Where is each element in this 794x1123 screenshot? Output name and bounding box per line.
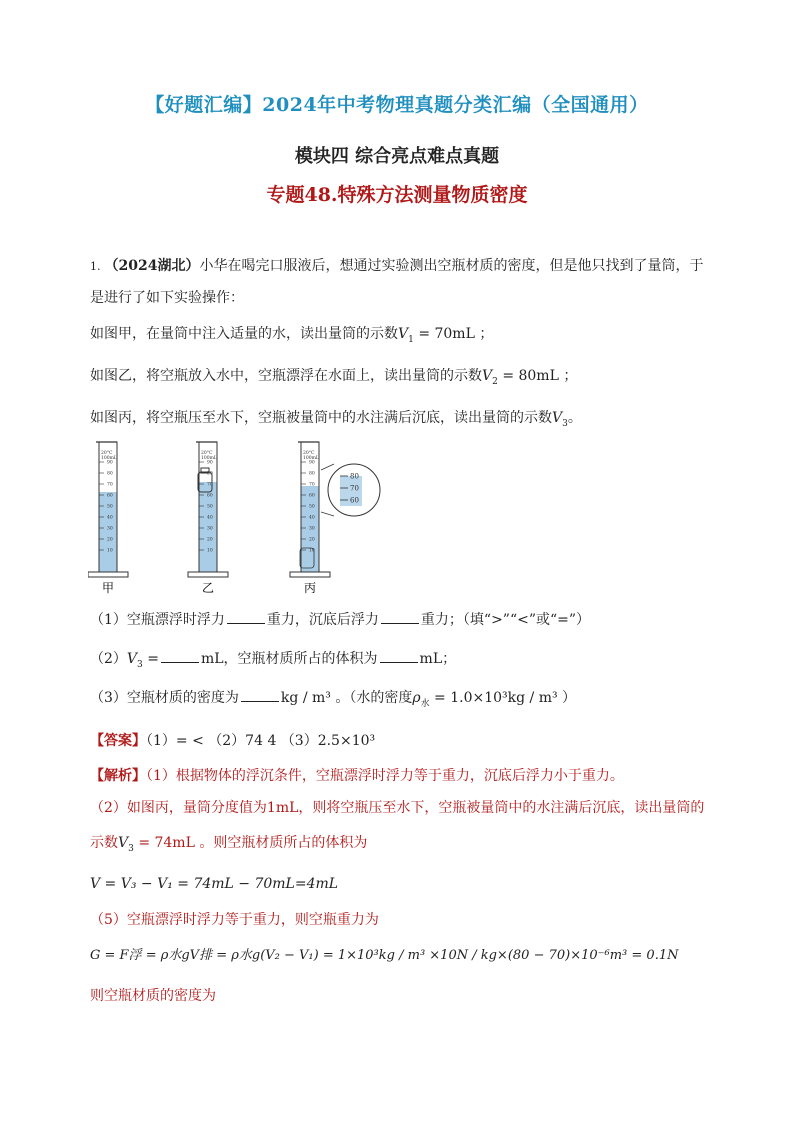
scale-tick-label: 30 [207,526,213,532]
answer-label: 【答案】 [90,733,146,749]
scale-tick-label: 40 [309,515,315,521]
topic-title: 专题48.特殊方法测量物质密度 [266,184,528,206]
sub2-part-d: mL； [419,651,457,667]
v3-symbol: $V_3$ [552,410,568,429]
scale-tick-label: 40 [207,515,213,521]
question-stem-1: 小华在喝完口服液后，想通过实验测出空瓶材质的密度，但是他只找到了量筒，于 [199,258,704,274]
scale-tick-label: 10 [107,548,113,554]
cylinder-base [88,572,128,577]
sub3-part-b: kg / m³ 。（水的密度 [280,690,413,706]
cylinder-base [290,572,330,577]
scale-tick-label: 40 [107,515,113,521]
analysis-text-1: （1）根据物体的浮沉条件，空瓶漂浮时浮力等于重力，沉底后浮力小于重力。 [146,768,624,784]
analysis-line-3-post: = 74mL 。则空瓶材质所占的体积为 [138,835,368,851]
scale-tick-label: 20 [309,537,315,543]
zoom-tick-label: 80 [350,472,359,481]
cylinder-capacity-label: 100mL [101,456,117,461]
answer-blank-2[interactable] [381,611,419,624]
answer-blank-4[interactable] [380,650,418,663]
sub3-part-a: （3）空瓶材质的密度为 [90,690,239,706]
sub1-part-b: 重力，沉底后浮力 [266,612,379,628]
cylinders-figure [88,436,388,596]
scale-tick-label: 60 [107,493,113,499]
scale-tick-label: 90 [207,460,213,466]
v3-symbol-3: $V_3$ [118,835,134,854]
module-title: 模块四 综合亮点难点真题 [294,146,500,167]
analysis-label: 【解析】 [90,768,146,784]
caption-bing: 丙 [303,581,317,595]
answer-line [90,731,375,751]
cylinder-temp-label: 20°C [303,451,315,456]
answer-blank-3[interactable] [161,650,199,663]
scale-tick-label: 50 [309,504,315,510]
scale-tick-label: 90 [309,460,315,466]
scale-tick-label: 80 [107,471,113,477]
step-1-text: 如图甲，在量筒中注入适量的水，读出量筒的示数 [90,326,398,342]
sub-question-1 [90,610,590,630]
answer-blank-5[interactable] [241,689,279,702]
question-stem-2: 是进行了如下实验操作： [90,290,244,306]
step-1 [90,324,493,350]
sub2-part-a: （2） [90,651,127,667]
scale-tick-label: 10 [309,548,315,554]
sub2-part-b: = [147,651,159,667]
scale-tick-label: 70 [309,482,315,488]
sub3-part-c: = 1.0×10³kg / m³ ） [434,690,577,706]
step-3-text: 如图丙，将空瓶压至水下，空瓶被量筒中的水注满后沉底，读出量筒的示数 [90,410,552,426]
equation-gravity: G = F浮 = ρ水gV排 = ρ水g(V₂ − V₁) = 1×10³kg / m³ ×10N / kg×(80 − 70)×10⁻⁶m³ = 0.1N [90,948,679,963]
sub1-part-c: 重力；（填“>”“<”或“=”） [420,612,591,628]
answer-text: （1）= < （2）74 4 （3）2.5×10³ [146,733,376,749]
step-1-value: = 70mL ； [418,326,494,342]
sub-question-3 [90,688,576,714]
analysis-line-7: 则空瓶材质的密度为 [90,988,216,1004]
sub1-part-a: （1）空瓶漂浮时浮力 [90,612,225,628]
scale-tick-label: 20 [207,537,213,543]
cylinder-temp-label: 20°C [201,451,213,456]
step-2-value: = 80mL ； [502,368,578,384]
v2-symbol: $V_2$ [482,368,498,387]
rho-water-symbol: $\rho_水$ [412,690,430,709]
analysis-line-2: （2）如图丙，量筒分度值为1mL，则将空瓶压至水下，空瓶被量筒中的水注满后沉底，读出量筒的 [90,800,705,816]
step-2-text: 如图乙，将空瓶放入水中，空瓶漂浮在水面上，读出量筒的示数 [90,368,482,384]
sub-question-2 [90,649,456,675]
v1-symbol: $V_1$ [398,326,414,345]
analysis-line-1 [90,766,624,786]
cylinder-capacity-label: 100mL [303,456,319,461]
scale-tick-label: 30 [107,526,113,532]
scale-tick-label: 60 [207,493,213,499]
question-line-1 [90,256,703,277]
analysis-line-3 [90,833,367,859]
analysis-line-3-pre: 示数 [90,835,118,851]
cylinder-base [188,572,228,577]
scale-tick-label: 70 [207,482,213,488]
scale-tick-label: 30 [309,526,315,532]
scale-tick-label: 50 [207,504,213,510]
scale-tick-label: 70 [107,482,113,488]
caption-yi: 乙 [201,581,215,595]
scale-tick-label: 80 [309,471,315,477]
caption-jia: 甲 [101,581,115,595]
v3-symbol-2: $V_3$ [126,651,143,670]
zoom-tick-label: 70 [350,484,359,493]
step-3-end: 。 [567,410,582,426]
cylinder-jia [88,442,128,577]
cylinder-yi [188,442,228,577]
question-source: （2024湖北） [104,258,200,274]
scale-tick-label: 60 [309,493,315,499]
scale-tick-label: 20 [107,537,113,543]
step-3 [90,408,582,434]
cylinder-temp-label: 20°C [101,451,113,456]
zoom-tick-label: 60 [350,496,359,505]
scale-tick-label: 50 [107,504,113,510]
answer-blank-1[interactable] [227,611,265,624]
question-number: 1. [90,260,101,273]
sub2-part-c: mL，空瓶材质所占的体积为 [200,651,378,667]
scale-tick-label: 90 [107,460,113,466]
series-title: 【好题汇编】2024年中考物理真题分类汇编（全国通用） [145,94,649,116]
step-2 [90,366,577,392]
scale-tick-label: 10 [207,548,213,554]
cylinder-capacity-label: 100mL [201,456,217,461]
analysis-line-5: （5）空瓶漂浮时浮力等于重力，则空瓶重力为 [90,912,379,928]
equation-volume: V = V₃ − V₁ = 74mL − 70mL=4mL [90,876,339,892]
cylinder-bing [290,442,330,577]
zoom-circle [321,464,380,516]
scale-tick-label: 80 [207,471,213,477]
